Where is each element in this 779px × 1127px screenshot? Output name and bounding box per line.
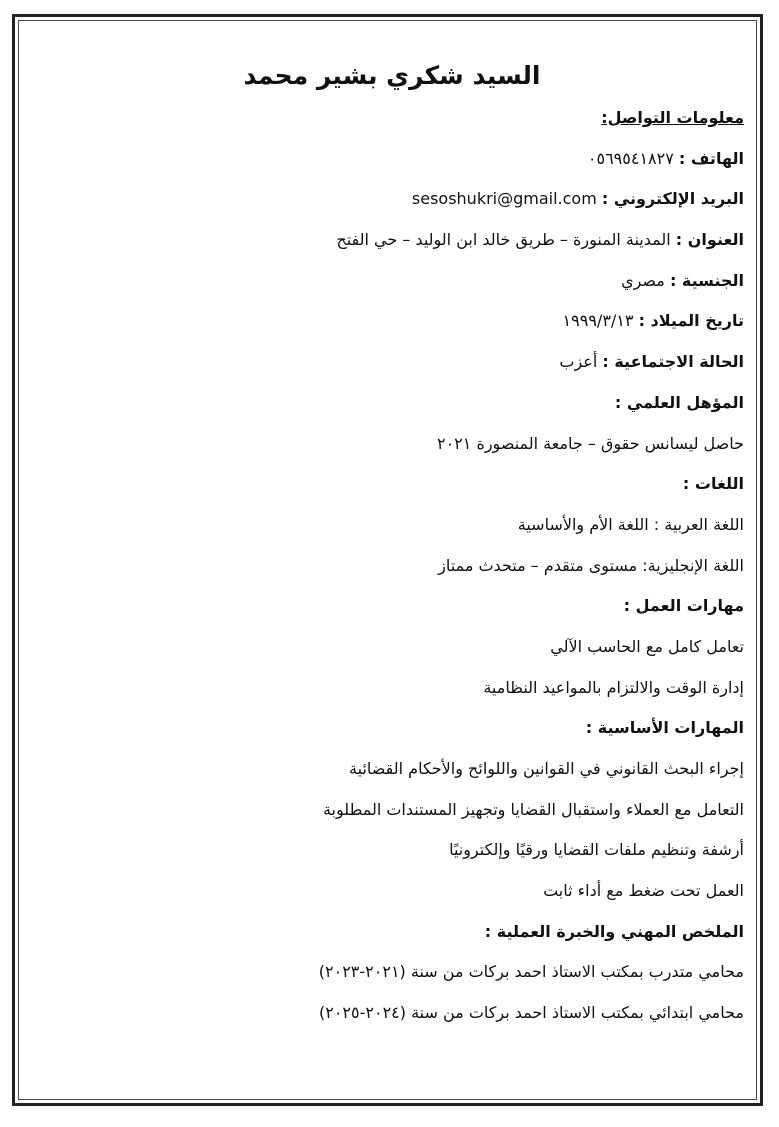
phone-value: ٠٥٦٩٥٤١٨٢٧ bbox=[587, 148, 674, 168]
email-value: sesoshukri@gmail.com bbox=[411, 189, 597, 209]
address-row bbox=[40, 220, 744, 261]
core-skills-heading: المهارات الأساسية : bbox=[585, 718, 744, 738]
email-label: البريد الإلكتروني : bbox=[601, 189, 744, 209]
nationality-row bbox=[40, 261, 744, 302]
address-label: العنوان : bbox=[675, 230, 744, 250]
address-value: المدينة المنورة – طريق خالد ابن الوليد – حي الفتح bbox=[336, 230, 671, 250]
cv-document bbox=[40, 54, 744, 1034]
core-skill-item: العمل تحت ضغط مع أداء ثابت bbox=[543, 881, 744, 901]
language-item: اللغة الإنجليزية: مستوى متقدم – متحدث ممتاز bbox=[438, 555, 744, 575]
core-skill-item: إجراء البحث القانوني في القوانين واللوائح والأحكام القضائية bbox=[349, 759, 744, 778]
marital-label: الحالة الاجتماعية : bbox=[602, 352, 744, 372]
nationality-label: الجنسية : bbox=[669, 270, 744, 290]
marital-row bbox=[40, 342, 744, 383]
languages-heading: اللغات : bbox=[682, 474, 744, 494]
birth-label: تاريخ الميلاد : bbox=[638, 311, 744, 331]
birth-row bbox=[40, 301, 744, 342]
phone-row bbox=[40, 139, 744, 180]
cv-name: السيد شكري بشير محمد bbox=[243, 61, 541, 90]
core-skill-item: أرشفة وتنظيم ملفات القضايا ورقيًا وإلكترونيًا bbox=[449, 840, 744, 860]
language-item: اللغة العربية : اللغة الأم والأساسية bbox=[517, 514, 744, 534]
birth-value: ١٩٩٩/٣/١٣ bbox=[562, 311, 634, 331]
nationality-value: مصري bbox=[621, 270, 665, 290]
work-skill-item: تعامل كامل مع الحاسب الآلي bbox=[550, 636, 744, 656]
experience-heading: الملخص المهني والخبرة العملية : bbox=[484, 921, 744, 941]
education-heading: المؤهل العلمي : bbox=[614, 392, 744, 412]
education-item: حاصل ليسانس حقوق – جامعة المنصورة ٢٠٢١ bbox=[436, 433, 744, 453]
experience-item: محامي متدرب بمكتب الاستاذ احمد بركات من سنة (٢٠٢١-٢٠٢٣) bbox=[318, 962, 744, 982]
marital-value: أعزب bbox=[559, 352, 598, 372]
experience-item: محامي ابتدائي بمكتب الاستاذ احمد بركات من سنة (٢٠٢٤-٢٠٢٥) bbox=[318, 1003, 744, 1023]
work-skills-heading: مهارات العمل : bbox=[623, 596, 744, 616]
work-skill-item: إدارة الوقت والالتزام بالمواعيد النظامية bbox=[483, 677, 744, 697]
phone-label: الهاتف : bbox=[678, 148, 744, 168]
core-skill-item: التعامل مع العملاء واستقبال القضايا وتجهيز المستندات المطلوبة bbox=[322, 799, 744, 819]
email-row bbox=[40, 179, 744, 220]
contact-heading: معلومات التواصل: bbox=[601, 108, 744, 127]
